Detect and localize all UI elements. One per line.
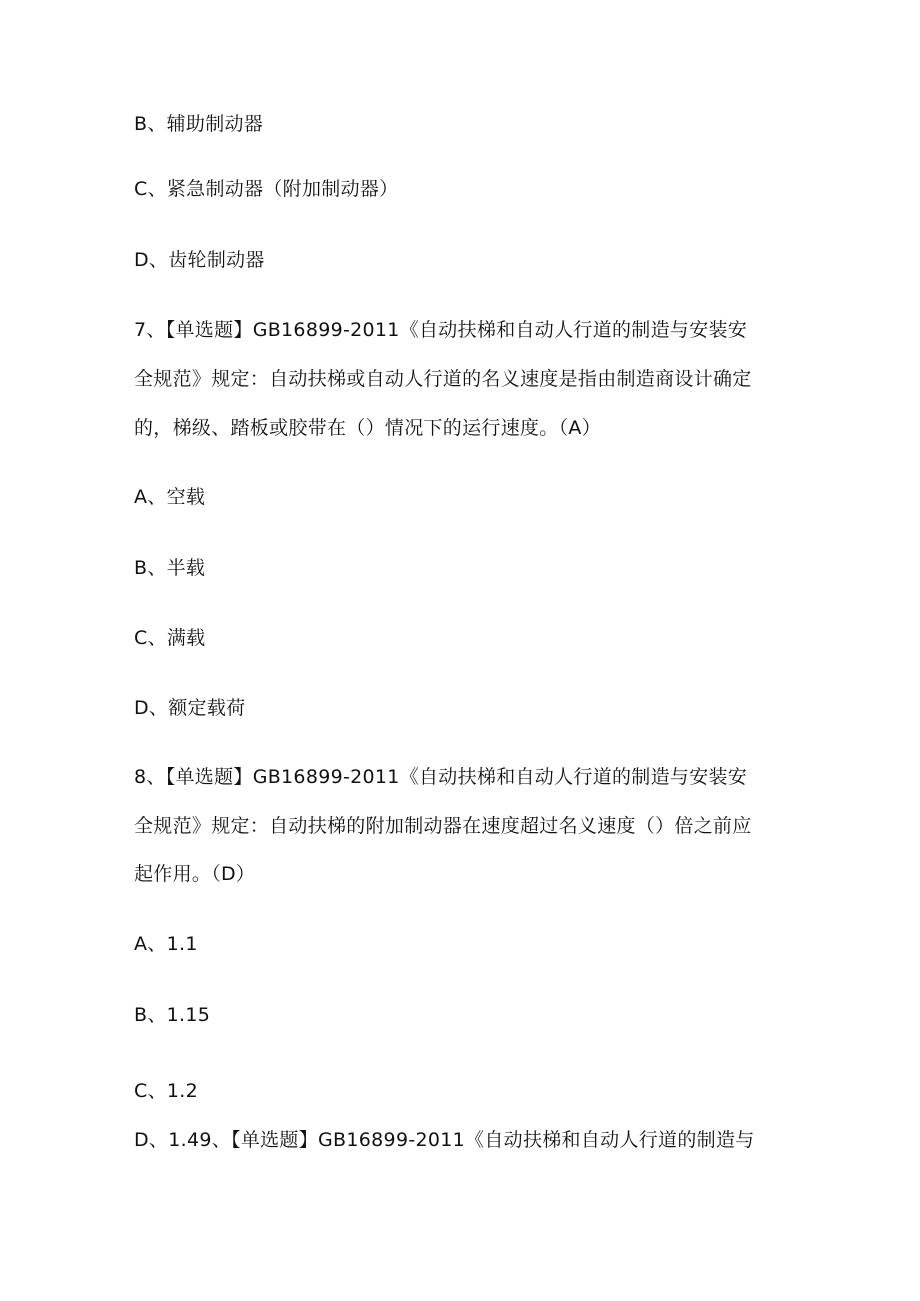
q7-option-b: B、半载 xyxy=(134,557,206,579)
question-7-line-1: 7、【单选题】GB16899-2011《自动扶梯和自动人行道的制造与安装安 xyxy=(134,319,748,341)
question-8-line-1: 8、【单选题】GB16899-2011《自动扶梯和自动人行道的制造与安装安 xyxy=(134,766,748,788)
q7-option-a: A、空载 xyxy=(134,486,206,508)
option-d-gear-brake: D、齿轮制动器 xyxy=(134,249,265,271)
option-c-emergency-brake: C、紧急制动器（附加制动器） xyxy=(134,178,399,200)
question-7-line-2: 全规范》规定：自动扶梯或自动人行道的名义速度是指由制造商设计确定 xyxy=(134,368,752,390)
question-8-line-3: 起作用。（D） xyxy=(134,863,256,885)
question-7-line-3: 的，梯级、踏板或胶带在（）情况下的运行速度。（A） xyxy=(134,417,601,439)
option-b-auxiliary-brake: B、辅助制动器 xyxy=(134,113,264,135)
q8-option-a: A、1.1 xyxy=(134,933,198,955)
q8-option-c: C、1.2 xyxy=(134,1080,198,1102)
q8-option-b: B、1.15 xyxy=(134,1004,211,1026)
q8-option-d-and-question-9: D、1.49、【单选题】GB16899-2011《自动扶梯和自动人行道的制造与 xyxy=(134,1129,755,1151)
q7-option-d: D、额定载荷 xyxy=(134,697,246,719)
q7-option-c: C、满载 xyxy=(134,627,206,649)
question-8-line-2: 全规范》规定：自动扶梯的附加制动器在速度超过名义速度（）倍之前应 xyxy=(134,815,752,837)
